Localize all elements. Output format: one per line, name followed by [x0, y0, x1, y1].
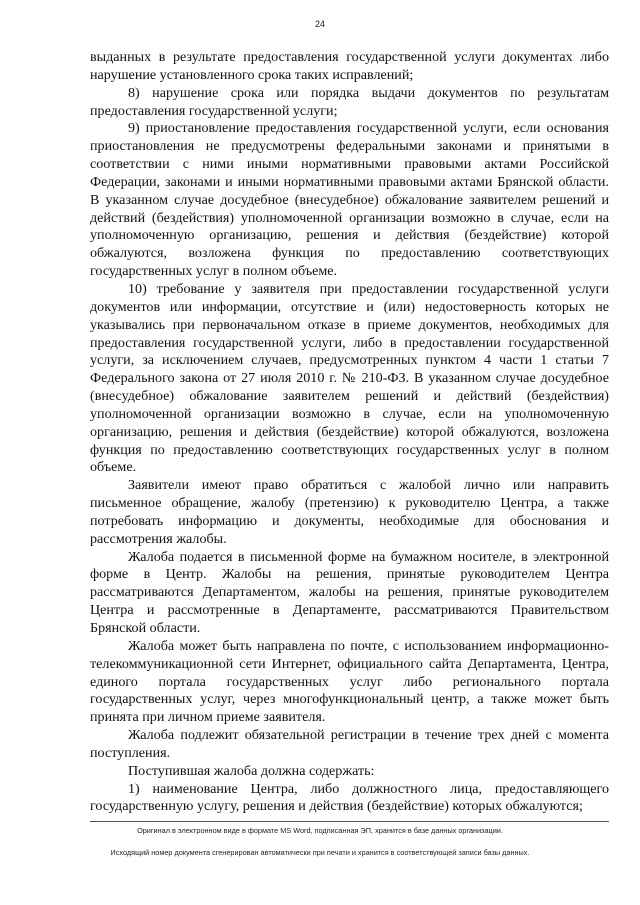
- footer-original-note: Оригинал в электронном виде в формате MS Word, подписанная ЭП, хранится в базе данных организации.: [137, 826, 503, 835]
- paragraph-complaint-contents: Поступившая жалоба должна содержать:: [128, 762, 375, 779]
- document-body: [90, 49, 609, 816]
- paragraph-item-10: 10) требование у заявителя при предоставлении государственной услуги документов или информации, отсутствие и (или) недостоверность которых не указывались при первоначальном отказе в приеме документов, необходимых для предоставления государственной услуги, либо в предоставлении государственной услуги, за исключением случаев, предусмотренных пунктом 4 части 1 статьи 7 Федерального закона от 27 июля 2010 г. № 210-ФЗ. В указанном случае досудебное (внесудебное) обжалование заявителем решений и действий (бездействия) уполномоченной организации возможно в случае, если на уполномоченную организацию, решения и действия (бездействие) которой обжалуются, возложена функция по предоставлению соответствующих государственных услуг в полном объеме.: [90, 280, 609, 476]
- page-number: 24: [314, 19, 325, 29]
- footer-divider: [90, 821, 609, 822]
- paragraph-continuation: выданных в результате предоставления государственной услуги документах либо нарушение установленного срока таких исправлений;: [90, 49, 609, 83]
- paragraph-item-9: 9) приостановление предоставления государственной услуги, если основания приостановления не предусмотрены федеральными законами и принятыми в соответствии с ними иными нормативными правовыми актами Российской Федерации, законами и иными нормативными правовыми актами Брянской области. В указанном случае досудебное (внесудебное) обжалование заявителем решений и действий (бездействия) уполномоченной организации возможно в случае, если на уполномоченную организацию, решения и действия (бездействие) которой обжалуются, возложена функция по предоставлению соответствующих государственных услуг в полном объеме.: [90, 120, 609, 280]
- footer-number-note: Исходящий номер документа сгенерирован автоматически при печати и хранится в соответствующей записи базы данных.: [110, 848, 530, 857]
- paragraph-complaint-channels: Жалоба может быть направлена по почте, с использованием информационно-телекоммуникационной сети Интернет, официального сайта Департамента, Центра, единого портала государственных услуг либо регионального портала государственных услуг, через многофункциональный центр, а также может быть принята при личном приеме заявителя.: [90, 637, 609, 726]
- paragraph-applicants-right: Заявители имеют право обратиться с жалобой лично или направить письменное обращение, жалобу (претензию) к руководителю Центра, а также потребовать информацию и документы, необходимые для обоснования и рассмотрения жалобы.: [90, 477, 609, 547]
- paragraph-item-8: 8) нарушение срока или порядка выдачи документов по результатам предоставления государственной услуги;: [90, 84, 609, 119]
- paragraph-contents-item-1: 1) наименование Центра, либо должностного лица, предоставляющего государственную услугу, решения и действия (бездействие) которых обжалуются;: [90, 780, 609, 815]
- paragraph-complaint-registration: Жалоба подлежит обязательной регистрации в течение трех дней с момента поступления.: [90, 727, 609, 761]
- paragraph-complaint-form: Жалоба подается в письменной форме на бумажном носителе, в электронной форме в Центр. Жалобы на решения, принятые руководителем Центра рассматриваются Департаментом, жалобы на решения, принятые руководителем Центра и рассмотренные в Департаменте, рассматриваются Правительством Брянской области.: [90, 548, 609, 636]
